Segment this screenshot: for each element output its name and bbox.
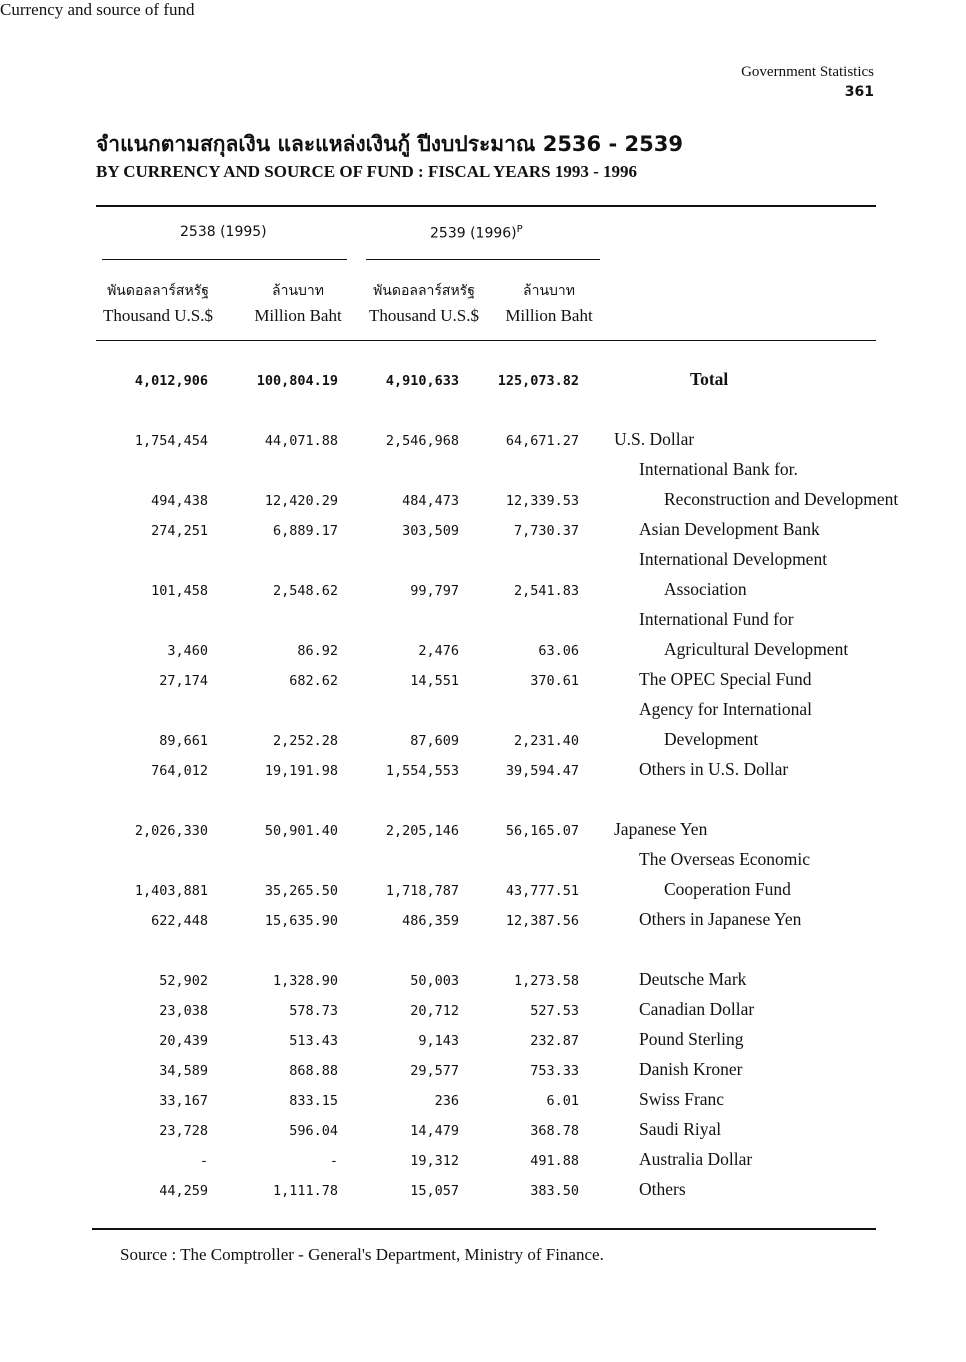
table-cell-usd-1995: 4,012,906 — [134, 373, 208, 389]
table-row — [0, 517, 966, 547]
table-row — [0, 1087, 966, 1117]
table-row — [0, 877, 966, 907]
table-row-label: Asian Development Bank — [639, 519, 820, 539]
table-row — [0, 667, 966, 697]
table-row — [0, 1147, 966, 1177]
column-unit-thai: พันดอลลาร์สหรัฐ — [107, 283, 209, 299]
table-row — [0, 367, 966, 397]
table-cell-baht-1995: 1,328.90 — [272, 973, 338, 989]
table-cell-usd-1996: 2,546,968 — [385, 433, 459, 449]
table-row-label: International Bank for. — [639, 459, 798, 479]
table-row-label: The OPEC Special Fund — [639, 669, 812, 689]
table-cell-baht-1995: 6,889.17 — [272, 523, 338, 539]
table-cell-usd-1995: - — [199, 1153, 208, 1169]
table-cell-baht-1995: 35,265.50 — [264, 883, 338, 899]
table-cell-baht-1996: 2,541.83 — [513, 583, 579, 599]
table-cell-usd-1996: 14,479 — [410, 1123, 459, 1139]
table-cell-usd-1995: 494,438 — [151, 493, 208, 509]
table-row — [0, 1117, 966, 1147]
table-row — [0, 967, 966, 997]
table-row-label: Agency for International — [639, 699, 812, 719]
table-row — [0, 697, 966, 727]
table-cell-usd-1995: 34,589 — [159, 1063, 208, 1079]
table-cell-baht-1995: 578.73 — [289, 1003, 338, 1019]
publication-name: Government Statistics — [741, 64, 874, 80]
table-cell-usd-1996: 20,712 — [410, 1003, 459, 1019]
table-row-label: Reconstruction and Development — [664, 489, 899, 509]
table-cell-usd-1996: 9,143 — [418, 1033, 459, 1049]
table-cell-baht-1995: 1,111.78 — [272, 1183, 338, 1199]
table-row-label: Agricultural Development — [664, 639, 849, 659]
table-cell-baht-1995: 100,804.19 — [256, 373, 338, 389]
table-row — [0, 547, 966, 577]
table-cell-baht-1996: 125,073.82 — [497, 373, 579, 389]
table-cell-usd-1996: 484,473 — [402, 493, 459, 509]
table-cell-usd-1996: 236 — [434, 1093, 459, 1109]
table-row — [0, 997, 966, 1027]
table-cell-baht-1996: 383.50 — [530, 1183, 579, 1199]
table-cell-usd-1995: 44,259 — [159, 1183, 208, 1199]
table-row-label: Development — [664, 729, 759, 749]
table-cell-usd-1996: 29,577 — [410, 1063, 459, 1079]
table-row-label: Association — [664, 579, 747, 599]
table-cell-baht-1996: 368.78 — [530, 1123, 579, 1139]
table-cell-baht-1995: 50,901.40 — [264, 823, 338, 839]
table-cell-baht-1995: 2,548.62 — [272, 583, 338, 599]
year-header-1996-text: 2539 (1996) — [430, 225, 517, 242]
table-row-label: Pound Sterling — [639, 1029, 744, 1049]
table-cell-usd-1996: 2,476 — [418, 643, 459, 659]
table-cell-baht-1995: - — [329, 1153, 338, 1169]
table-cell-baht-1996: 753.33 — [530, 1063, 579, 1079]
column-unit-thai: พันดอลลาร์สหรัฐ — [373, 283, 475, 299]
table-row-label: Australia Dollar — [639, 1149, 753, 1169]
table-cell-baht-1995: 868.88 — [289, 1063, 338, 1079]
table-cell-usd-1995: 1,754,454 — [134, 433, 208, 449]
table-row-label: International Fund for — [639, 609, 794, 629]
title-english: BY CURRENCY AND SOURCE OF FUND : FISCAL YEARS 1993 - 1996 — [96, 162, 638, 181]
table-cell-baht-1996: 6.01 — [546, 1093, 579, 1109]
preliminary-mark: P — [516, 224, 523, 235]
table-cell-baht-1996: 63.06 — [538, 643, 579, 659]
column-unit-thai: ล้านบาท — [272, 283, 324, 299]
table-cell-usd-1996: 14,551 — [410, 673, 459, 689]
table-bottom-rule — [92, 1228, 876, 1230]
table-row-label: U.S. Dollar — [614, 429, 695, 449]
table-cell-usd-1995: 33,167 — [159, 1093, 208, 1109]
table-cell-usd-1995: 764,012 — [151, 763, 208, 779]
table-row — [0, 607, 966, 637]
column-unit-thai: ล้านบาท — [523, 283, 575, 299]
table-cell-usd-1995: 27,174 — [159, 673, 208, 689]
table-cell-usd-1996: 303,509 — [402, 523, 459, 539]
table-cell-baht-1995: 596.04 — [289, 1123, 338, 1139]
table-row — [0, 1027, 966, 1057]
table-cell-baht-1995: 2,252.28 — [272, 733, 338, 749]
table-cell-baht-1995: 12,420.29 — [264, 493, 338, 509]
column-unit-english: Million Baht — [254, 306, 342, 325]
table-cell-usd-1996: 15,057 — [410, 1183, 459, 1199]
table-row-label: Danish Kroner — [639, 1059, 743, 1079]
table-cell-usd-1995: 101,458 — [151, 583, 208, 599]
table-cell-baht-1996: 43,777.51 — [505, 883, 579, 899]
table-row — [0, 847, 966, 877]
table-cell-baht-1996: 1,273.58 — [513, 973, 579, 989]
table-cell-baht-1996: 7,730.37 — [513, 523, 579, 539]
column-header-source: Currency and source of fund — [0, 0, 195, 19]
table-row-label: Japanese Yen — [614, 819, 708, 839]
page-number: 361 — [844, 84, 874, 100]
table-cell-baht-1996: 491.88 — [530, 1153, 579, 1169]
table-cell-baht-1995: 19,191.98 — [264, 763, 338, 779]
table-cell-usd-1996: 87,609 — [410, 733, 459, 749]
table-cell-usd-1995: 3,460 — [167, 643, 208, 659]
table-row-label: Swiss Franc — [639, 1089, 725, 1109]
table-row — [0, 727, 966, 757]
table-row-label: Saudi Riyal — [639, 1119, 722, 1139]
table-cell-usd-1995: 622,448 — [151, 913, 208, 929]
table-cell-baht-1996: 370.61 — [530, 673, 579, 689]
table-row — [0, 757, 966, 787]
table-cell-usd-1995: 1,403,881 — [134, 883, 208, 899]
title-thai: จำแนกตามสกุลเงิน และแหล่งเงินกู้ ปีงบประมาณ 2536 - 2539 — [96, 132, 683, 156]
table-cell-usd-1995: 52,902 — [159, 973, 208, 989]
table-row-label: Canadian Dollar — [639, 999, 755, 1019]
table-cell-usd-1996: 50,003 — [410, 973, 459, 989]
table-cell-baht-1995: 833.15 — [289, 1093, 338, 1109]
table-cell-usd-1995: 2,026,330 — [134, 823, 208, 839]
table-row-label: Others — [639, 1179, 686, 1199]
table-cell-usd-1995: 20,439 — [159, 1033, 208, 1049]
table-cell-baht-1996: 64,671.27 — [505, 433, 579, 449]
table-cell-baht-1996: 12,339.53 — [505, 493, 579, 509]
table-cell-usd-1996: 19,312 — [410, 1153, 459, 1169]
table-cell-usd-1995: 274,251 — [151, 523, 208, 539]
table-cell-baht-1995: 513.43 — [289, 1033, 338, 1049]
table-row — [0, 487, 966, 517]
column-unit-english: Thousand U.S.$ — [102, 306, 214, 325]
table-row — [0, 457, 966, 487]
table-row-label: Cooperation Fund — [664, 879, 791, 899]
table-row-label: Others in Japanese Yen — [639, 909, 802, 929]
table-cell-baht-1996: 232.87 — [530, 1033, 579, 1049]
table-row-label: Deutsche Mark — [639, 969, 747, 989]
table-row-label: The Overseas Economic — [639, 849, 811, 869]
table-cell-baht-1995: 86.92 — [297, 643, 338, 659]
table-cell-usd-1996: 4,910,633 — [385, 373, 459, 389]
source-note: Source : The Comptroller - General's Department, Ministry of Finance. — [120, 1245, 604, 1264]
table-cell-usd-1996: 1,554,553 — [385, 763, 459, 779]
table-cell-usd-1996: 1,718,787 — [385, 883, 459, 899]
table-row — [0, 427, 966, 457]
table-row — [0, 817, 966, 847]
table-cell-baht-1995: 15,635.90 — [264, 913, 338, 929]
column-unit-english: Thousand U.S.$ — [368, 306, 480, 325]
table-cell-usd-1995: 23,038 — [159, 1003, 208, 1019]
table-row — [0, 637, 966, 667]
table-cell-baht-1996: 12,387.56 — [505, 913, 579, 929]
table-row — [0, 1057, 966, 1087]
year-header-1995: 2538 (1995) — [180, 224, 267, 240]
table-cell-usd-1995: 89,661 — [159, 733, 208, 749]
table-cell-baht-1996: 39,594.47 — [505, 763, 579, 779]
table-cell-usd-1995: 23,728 — [159, 1123, 208, 1139]
table-row — [0, 577, 966, 607]
table-row-label: Total — [690, 369, 729, 389]
table-cell-baht-1995: 44,071.88 — [264, 433, 338, 449]
table-row-label: Others in U.S. Dollar — [639, 759, 789, 779]
table-cell-baht-1996: 56,165.07 — [505, 823, 579, 839]
column-unit-english: Million Baht — [505, 306, 593, 325]
table-row — [0, 907, 966, 937]
table-cell-usd-1996: 99,797 — [410, 583, 459, 599]
table-cell-usd-1996: 486,359 — [402, 913, 459, 929]
table-cell-usd-1996: 2,205,146 — [385, 823, 459, 839]
table-row — [0, 1177, 966, 1207]
table-cell-baht-1995: 682.62 — [289, 673, 338, 689]
table-row-label: International Development — [639, 549, 828, 569]
table-cell-baht-1996: 2,231.40 — [513, 733, 579, 749]
table-cell-baht-1996: 527.53 — [530, 1003, 579, 1019]
